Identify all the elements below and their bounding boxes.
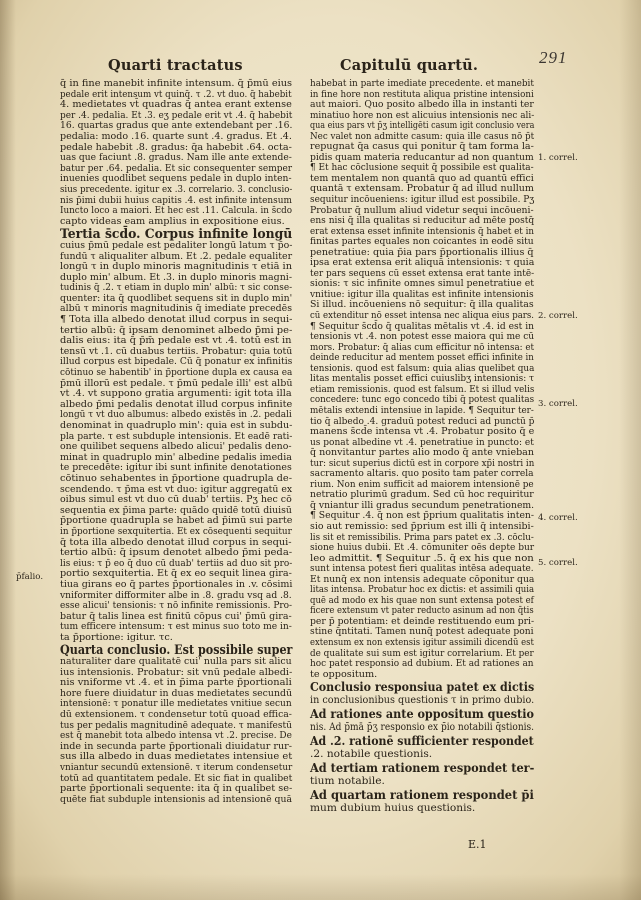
text-line: leo admittit. ¶ Sequitur .5. q̄ ex his que non <box>310 552 534 564</box>
text-line: mum dubium huius questionis. <box>310 801 476 814</box>
text-line: tertio albū: q̄ ipsum denotet albedo p̄mi peda- <box>60 547 293 559</box>
text-line: 16. quartas gradus que ante extendebant per .16. <box>60 120 293 132</box>
text-line: stine q̄ntitati. Tamen nunq̄ potest adequate poni <box>310 626 534 638</box>
text-line: sus illa albedo in duas medietates intensiue et <box>60 751 293 763</box>
running-header-right: Capitulū quartū. <box>340 57 479 74</box>
text-line: quē ad modo ex his quae non sunt extensa potest ef <box>310 594 534 606</box>
text-line: netratio plurimū gradum. Sed cū hoc requiritur <box>310 489 534 501</box>
text-line: ius intensionis. Probatur: sit vnū pedale albedi- <box>60 666 293 678</box>
text-line: mors. Probatur: q̄ alias cum efficitur nō intensa: et <box>310 341 535 353</box>
text-line: vniformiter difformiter albe in .8. gradu vsq ad .8. <box>60 589 292 601</box>
section-heading: Ad .2. rationē sufficienter respondet <box>310 733 534 749</box>
text-line: litas intensa. Probatur hoc ex dictis: et assimili quia <box>310 584 535 596</box>
text-line: tiua girans eo q̄ partes p̄portionales in .v. cōsimi <box>60 578 293 590</box>
text-line: sionis: τ sic infinite omnes simul penetratiue et <box>310 278 534 290</box>
text-line: sequitur incōueniens: igitur illud est possibile. Pʒ <box>310 194 535 206</box>
text-line: 4. medietates vt̄ quadras q̄ antea erant extense <box>60 99 292 111</box>
text-line: Probatur q̄ nullum aliud videtur sequi incōueni- <box>310 204 534 216</box>
text-line: per .4. pedalia. Et .3. eʒ pedale erit vt .4. q̄ habebit <box>60 109 293 121</box>
text-line: cuius p̄mū pedale est pedaliter longū latum τ p̄o- <box>60 239 293 251</box>
text-line: quantā τ extensam. Probatur q̄ ad illud nullum <box>310 183 534 195</box>
text-line: ter pars sequens cū esset extensa erat tante intē- <box>310 267 535 279</box>
text-line: pidis quam materia reducantur ad non quantum <box>310 151 534 163</box>
text-line: rium. Non enim sufficit ad maiorem intensionē pe <box>310 478 534 490</box>
text-line: uas que faciunt .8. gradus. Nam ille ante extende- <box>60 152 292 164</box>
text-line: est q̄ manebit tota albedo intensa vt .2. precise. De <box>60 730 292 742</box>
text-line: capto videas eam amplius in expositione eius. <box>60 215 285 227</box>
text-line: in p̄portione sexquitertia. Et ex cōsequenti sequitur <box>60 525 292 537</box>
text-line: duplo min' album. Et .3. in duplo minoris magni- <box>60 271 293 283</box>
margin-note-correl-4: 4. correl. <box>538 513 578 523</box>
text-line: intensionē: τ ponatur ille medietates vnitiue secun <box>60 698 292 710</box>
text-line: penetratiue: quia p̄ia pars p̄portionalis illius q̄ <box>310 246 534 258</box>
text-line: tensū vt .1. cū duabus tertiis. Probatur: quia totū <box>60 345 293 357</box>
text-line: us ponat albedine vt .4. penetratiue in puncto: et <box>310 436 534 448</box>
text-line: te oppositum. <box>310 668 378 680</box>
text-line: q̄ tota illa albedo denotat illud corpus in sequi- <box>60 536 292 548</box>
page-number: 291 <box>539 48 568 67</box>
text-line: ipsa erat extensa erit aliquā intensionis: τ quia <box>310 257 535 269</box>
text-line: batur per .64. pedalia. Et sic consequenter semper <box>60 162 293 174</box>
text-line: etiam remissionis. quod est falsum. Et si illud velis <box>310 383 535 395</box>
text-line: Et nunq̄ ex non intensis adequate cōponitur qua <box>310 573 535 585</box>
text-line: inuenies quodlibet sequens pedale in duplo inten- <box>60 173 292 185</box>
text-line: vniantur secundū extensionē. τ iterum condensetur <box>60 762 293 773</box>
text-line: totū ad quantitatem pedale. Et sic fiat in qualibet <box>60 772 293 784</box>
margin-note-correl-3: 3. correl. <box>538 399 578 409</box>
text-line: nis. Ad p̄mā p̄ʒ responsio ex p̄io notabili q̄stionis. <box>310 720 535 733</box>
text-line: te precedēte: igitur ibi sunt infinite denotationes <box>60 462 292 474</box>
text-line: erat extensa esset infinite intensionis q̄ habet et in <box>310 225 534 237</box>
text-line: nis vniforme vt .4. et in p̄ima parte p̄portionali <box>60 677 292 689</box>
text-line: sequentia ex p̄ima parte: quādo quidē totū diuisū <box>60 504 292 516</box>
text-line: de qualitate sui sum est igitur correlarium. Et per <box>310 647 534 659</box>
text-line: ¶ Sequitur .4. q̄ non est p̄prium qualitatis inten- <box>310 510 534 522</box>
text-line: q̄ vniantur illi gradus secundum penetrationem. <box>310 499 535 511</box>
text-line: Nec valet non admitte casum: quia ille casus nō p̄t <box>310 130 535 142</box>
text-line: albedo p̄mi pedalis denotat illud corpus infinite <box>60 398 293 410</box>
text-line: q̄ nonvitantur partes alio modo q̄ ante vnieban <box>310 447 534 459</box>
margin-note-correl-1: 1. correl. <box>538 153 578 163</box>
text-line: qua eius pars vt p̄ʒ intelligēti casum igit conclusio vera <box>310 120 535 132</box>
text-line: deinde reducitur ad mentem posset effici infinite in <box>310 352 534 364</box>
running-header-left: Quarti tractatus <box>108 57 243 74</box>
text-line: fundū τ aliqualiter album. Et .2. pedale equaliter <box>60 250 293 262</box>
margin-note-correl-2: 2. correl. <box>538 311 578 321</box>
text-line: dalis eius: ita q̄ p̄m̄ pedale est vt .4. totū est in <box>60 335 292 347</box>
text-line: cōtinuo sehabentes in p̄portione quadrupla de- <box>60 472 293 484</box>
text-line: hoc patet responsio ad dubium. Et ad rationes an <box>310 658 534 670</box>
text-line: ens nisi q̄ illa qualitas si reducitur ad mēte postq̄ <box>310 215 535 227</box>
text-line: pedalia: modo .16. quarte sunt .4. gradus. Et .4. <box>60 130 292 142</box>
text-line: quenter: ita q̄ quodlibet sequens sit in duplo min' <box>60 292 293 304</box>
margin-note-left: p̄falio. <box>16 572 44 582</box>
section-heading: Ad quartam rationem respondet p̄i <box>310 787 534 803</box>
text-line: nis p̄imi dubii huius capitis .4. est infinite intensum <box>60 194 292 206</box>
text-line: pedale habebit .8. gradus: q̄a habebit .64. octa- <box>60 141 292 153</box>
section-heading: Tertia s̄cd̄o. Corpus infinite longū <box>60 226 293 242</box>
section-heading: Conclusio responsiua patet ex dictis <box>310 679 535 695</box>
text-line: denominat in quadruplo min': quia est in subdu- <box>60 420 293 431</box>
text-line: extensum ex non extensis igitur assimili dicendū est <box>310 636 534 648</box>
section-heading: Ad tertiam rationem respondet ter- <box>310 760 535 776</box>
text-line: quēte fiat subduple intensionis ad intensionē quā <box>60 793 292 805</box>
text-line: in conclusionibus questionis τ in primo dubio. <box>310 693 535 706</box>
text-line: finitas partes equales non coicantes in eodē situ <box>310 236 534 248</box>
text-line: tum efficere intensum: τ est minus suo toto me in- <box>60 621 292 633</box>
text-line: parte p̄portionali sequente: ita q̄ in qualibet se- <box>60 783 293 795</box>
text-line: lis eius: τ p̄ eo q̄ duo cū duab' tertiis ad duo sit pro- <box>60 557 293 569</box>
text-line: ficere extensum vt pater reducto asinum ad non q̄tis <box>310 605 534 617</box>
text-line: dū extensionem. τ condensetur totū quoad effica- <box>60 709 292 721</box>
text-line: inde in secunda parte p̄portionali diuidatur rur- <box>60 740 292 752</box>
text-line: repugnat q̄a casus qui ponitur q̄ tam forma la- <box>310 141 534 153</box>
text-line: p̄mū illorū est pedale. τ p̄mū pedale illi' est albū <box>60 377 293 389</box>
text-line: tium notabile. <box>310 774 385 787</box>
text-line: naturaliter dare qualitatē cui' nulla pars sit alicu <box>60 656 292 668</box>
text-line: aut maiori. Quo posito albedo illa in instanti ter <box>310 99 534 111</box>
text-line: cū extenditur nō esset intensa nec aliqua eius pars. <box>310 310 535 322</box>
text-line: longū τ vt duo albumus: albedo existēs in .2. pedali <box>60 409 292 421</box>
text-line: pedale erit intensum vt quinq̄. τ .2. vt duo. q̄ habebit <box>60 88 292 100</box>
right-text-column <box>310 79 534 815</box>
text-line: lis sit et remissibilis. Prima pars patet ex .3. cōclu- <box>310 531 534 543</box>
text-line: habebat in parte imediate precedente. et manebit <box>310 78 534 89</box>
text-line: albū τ minoris magnitudinis q̄ imediate precedēs <box>60 303 293 315</box>
text-line: sius precedente. igitur ex .3. correlario. 3. conclusio- <box>60 183 293 195</box>
signature-mark: E.1 <box>468 838 487 851</box>
text-line: Iuncto loco a maiori. Et hec est .11. Calcula. in s̄cdo <box>60 205 293 217</box>
text-line: hore fuere diuidatur in duas medietates secundū <box>60 687 293 699</box>
text-line: vnitiue: igitur illa qualitas est infinite intensionis <box>310 288 534 300</box>
text-line: ¶ Et hac cōclusione sequit q̄ possibile est qualita- <box>310 162 534 174</box>
text-line: in fine hore non restituta aliqua pristine intensioni <box>310 88 534 100</box>
margin-note-correl-5: 5. correl. <box>538 558 578 568</box>
text-line: tudinis q̄ .2. τ etiam in duplo min' albū: τ sic conse- <box>60 282 293 294</box>
text-line: ta p̄portione: igitur. τc. <box>60 631 173 643</box>
text-line: Si illud. incōueniens nō sequitur: q̄ illa qualitas <box>310 299 534 311</box>
text-line: one quilibet sequens albedo alicui' pedalis deno- <box>60 441 292 453</box>
text-line: concedere: tunc ego concedo tibi q̄ potest qualitas <box>310 394 535 406</box>
text-line: cōtinuo se habentib' in p̄portione dupla ex causa ea <box>60 367 293 379</box>
text-line: sio aut remissio: sed p̄prium est illi q̄ intensibi- <box>310 520 534 532</box>
text-line: minat in quadruplo min' albedine pedalis imedia <box>60 451 292 463</box>
text-line: illud corpus est bipedale. Cū q̄ ponatur ex infinitis <box>60 356 293 368</box>
text-line: manens s̄cd̄e intensa vt .4. Probatur posito q̄ e <box>310 426 535 438</box>
text-line: minatiuo hore non est alicuius intensionis nec ali- <box>310 109 535 121</box>
text-line: tertio albū: q̄ ipsam denominet albedo p̄mi pe- <box>60 324 293 336</box>
text-line: esse alicui' tensionis: τ nō infinite remissionis. Pro- <box>60 600 293 612</box>
text-line: litas mentalis posset effici cuiuslibʒ intensionis: τ <box>310 373 535 385</box>
section-heading: Ad rationes ante oppositum questio <box>310 706 534 722</box>
text-line: batur q̄ talis linea est finitū cōpus cui' p̄mū gira- <box>60 610 292 622</box>
text-line: tio q̄ albedo .4. graduū potest reduci ad punctū p̄ <box>310 415 535 427</box>
text-line: vt .4. vt suppono gratia argumenti: igit tota illa <box>60 388 292 400</box>
text-line: ¶ Tota illa albedo denotat illud corpus in sequi- <box>60 314 293 326</box>
text-line: sione huius dubii. Et .4. cōmuniter oēs depte bur <box>310 542 535 554</box>
text-line: longū τ in duplo minoris magnitudinis τ etiā in <box>60 261 293 273</box>
text-line: portio sexquitertia. Et q̄ ex eo sequit linea gira- <box>60 568 292 580</box>
text-line: per p̄ potentiam: et deinde restituendo eum pri- <box>310 615 535 627</box>
text-line: tensionis. quod est falsum: quia alias quelibet qua <box>310 362 535 374</box>
left-text-column <box>60 79 292 805</box>
text-line: q̄ in fine manebit infinite intensum. q̄ p̄mū eius <box>60 78 293 89</box>
text-line: ¶ Sequitur s̄cd̄o q̄ qualitas mētalis vt .4. id est in <box>310 320 535 332</box>
text-line: p̄portione quadrupla se habet ad p̄imū sui parte <box>60 515 293 527</box>
text-line: tem mentalem non quantā quo ad quantū effici <box>310 172 534 184</box>
text-line: tur: sicut superius dictū est in corpore xp̄i nostri in <box>310 457 535 469</box>
text-line: .2. notabile questionis. <box>310 747 433 760</box>
section-heading: Quarta conclusio. Est possibile super <box>60 642 293 658</box>
text-line: pla parte. τ est subduple intensionis. Et eadē rati- <box>60 430 293 442</box>
text-line: tensionis vt .4. non potest esse maiora qui me cū <box>310 331 535 343</box>
text-line: sacramento altaris. quo posito tam pater correla <box>310 468 534 480</box>
text-line: scendendo. τ p̄ma est vt duo: igitur aggregatū ex <box>60 483 293 495</box>
text-line: sunt intensa potest fieri qualitas intēsa adequate. <box>310 563 534 575</box>
text-line: mētalis extendi intensiue in lapide. ¶ Sequitur ter- <box>310 404 534 416</box>
text-line: oibus simul est vt duo cū duab' tertiis. Pʒ hec cō <box>60 494 292 506</box>
text-line: tus per pedalis magnitudinē adequate. τ manifestū <box>60 719 292 731</box>
